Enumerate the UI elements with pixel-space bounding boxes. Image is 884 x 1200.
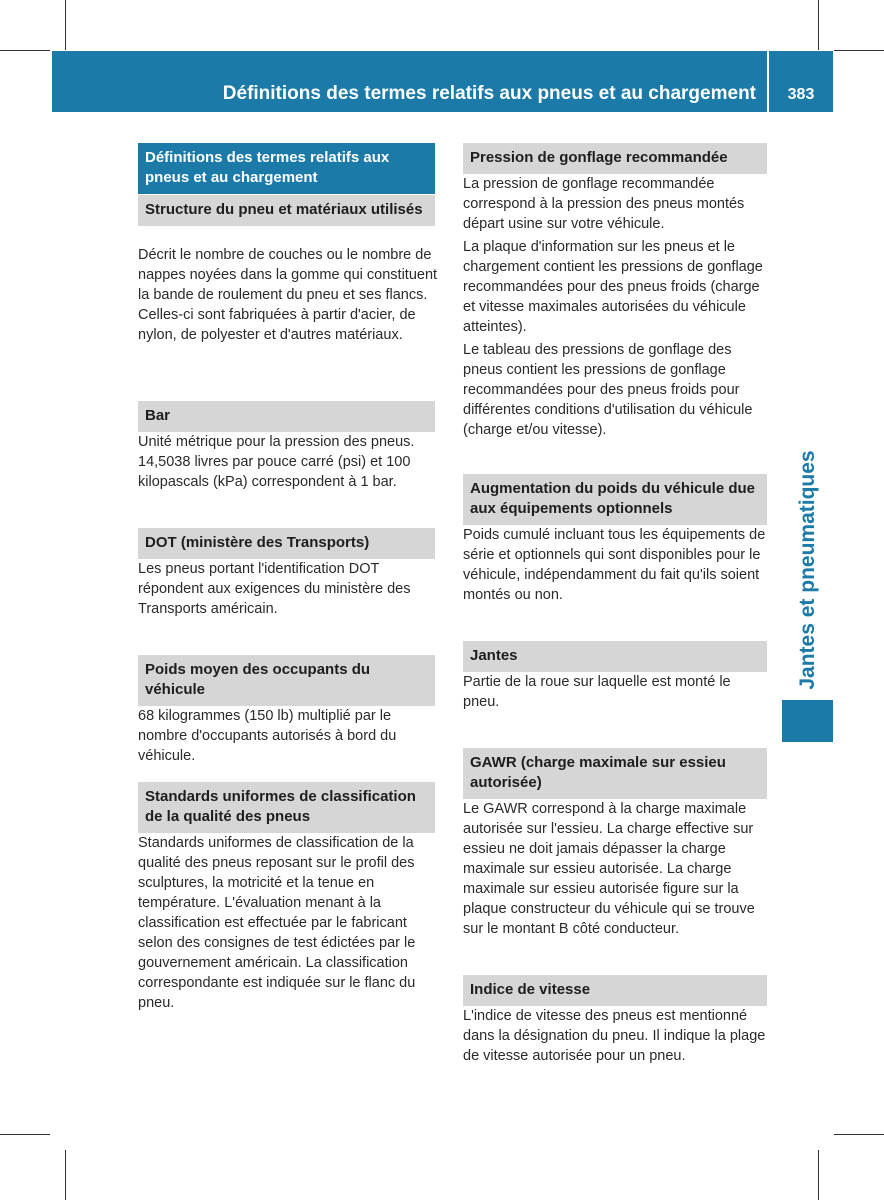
page-title: Définitions des termes relatifs aux pneus et au chargement [222,83,756,104]
section-text: Unité métrique pour la pression des pneus. 14,5038 livres par pouce carré (psi) et 100 kilopascals (kPa) correspondent à 1 bar. [138,434,415,490]
paragraph: Le tableau des pressions de gonflage des pneus contient les pressions de gonflage recommandées pour des pneus froids pour différentes conditions d'utilisation du véhicule (charge et/ou vitesse). [463,342,753,438]
crop-mark [0,50,50,51]
section-heading: Augmentation du poids du véhicule due aux équipements optionnels [463,474,767,525]
section-heading: Structure du pneu et matériaux utilisés [138,195,435,226]
section-heading: Pression de gonflage recommandée [463,143,767,174]
section-text [463,174,768,443]
paragraph: La plaque d'information sur les pneus et le chargement contient les pressions de gonflage recommandées pour des pneus froids (charge et vitesse maximales autorisées du véhicule atteintes). [463,239,763,335]
section-heading: Jantes [463,641,767,672]
paragraph: La pression de gonflage recommandée correspond à la pression des pneus montés départ usine sur votre véhicule. [463,176,745,232]
crop-mark [65,1150,66,1200]
section-text: Standards uniformes de classification de la qualité des pneus reposant sur le profil des sculptures, la motricité et la tenue en température. L'évaluation menant à la classification est effectuée par le fabricant selon des consignes de test édictées par le gouvernement américain. La classification correspondante est indiquée sur le flanc du pneu. [138,835,416,1011]
crop-mark [0,1134,50,1135]
crop-mark [818,0,819,50]
section-text: Partie de la roue sur laquelle est monté le pneu. [463,674,731,710]
crop-mark [818,1150,819,1200]
main-heading: Définitions des termes relatifs aux pneus et au chargement [138,143,435,194]
section-text: Décrit le nombre de couches ou le nombre de nappes noyées dans la gomme qui constituent la bande de roulement du pneu et ses flancs. Celles-ci sont fabriquées à partir d'acier, de nylon, de polyester et d'autres matériaux. [138,247,438,343]
chapter-tab-marker [782,700,833,742]
page-number: 383 [787,86,815,103]
section-heading: GAWR (charge maximale sur essieu autorisée) [463,748,767,799]
crop-mark [65,0,66,50]
section-heading: Standards uniformes de classification de la qualité des pneus [138,782,435,833]
section-text: Les pneus portant l'identification DOT répondent aux exigences du ministère des Transports américain. [138,561,411,617]
section-text: Le GAWR correspond à la charge maximale autorisée sur l'essieu. La charge effective sur essieu ne doit jamais dépasser la charge maximale sur essieu autorisée. La charge maximale sur essieu autorisée figure sur la plaque constructeur du véhicule qui se trouve sur le montant B côté conducteur. [463,801,755,937]
chapter-tab-label: Jantes et pneumatiques [796,450,819,690]
section-heading: Indice de vitesse [463,975,767,1006]
section-heading: DOT (ministère des Transports) [138,528,435,559]
crop-mark [834,1134,884,1135]
section-heading: Poids moyen des occupants du véhicule [138,655,435,706]
section-text: 68 kilogrammes (150 lb) multiplié par le nombre d'occupants autorisés à bord du véhicule. [138,708,397,764]
section-heading: Bar [138,401,435,432]
crop-mark [834,50,884,51]
section-text: L'indice de vitesse des pneus est mentionné dans la désignation du pneu. Il indique la plage de vitesse autorisée pour un pneu. [463,1008,766,1064]
section-text: Poids cumulé incluant tous les équipements de série et optionnels qui sont disponibles pour le véhicule, indépendamment du fait qu'ils soient montés ou non. [463,527,766,603]
